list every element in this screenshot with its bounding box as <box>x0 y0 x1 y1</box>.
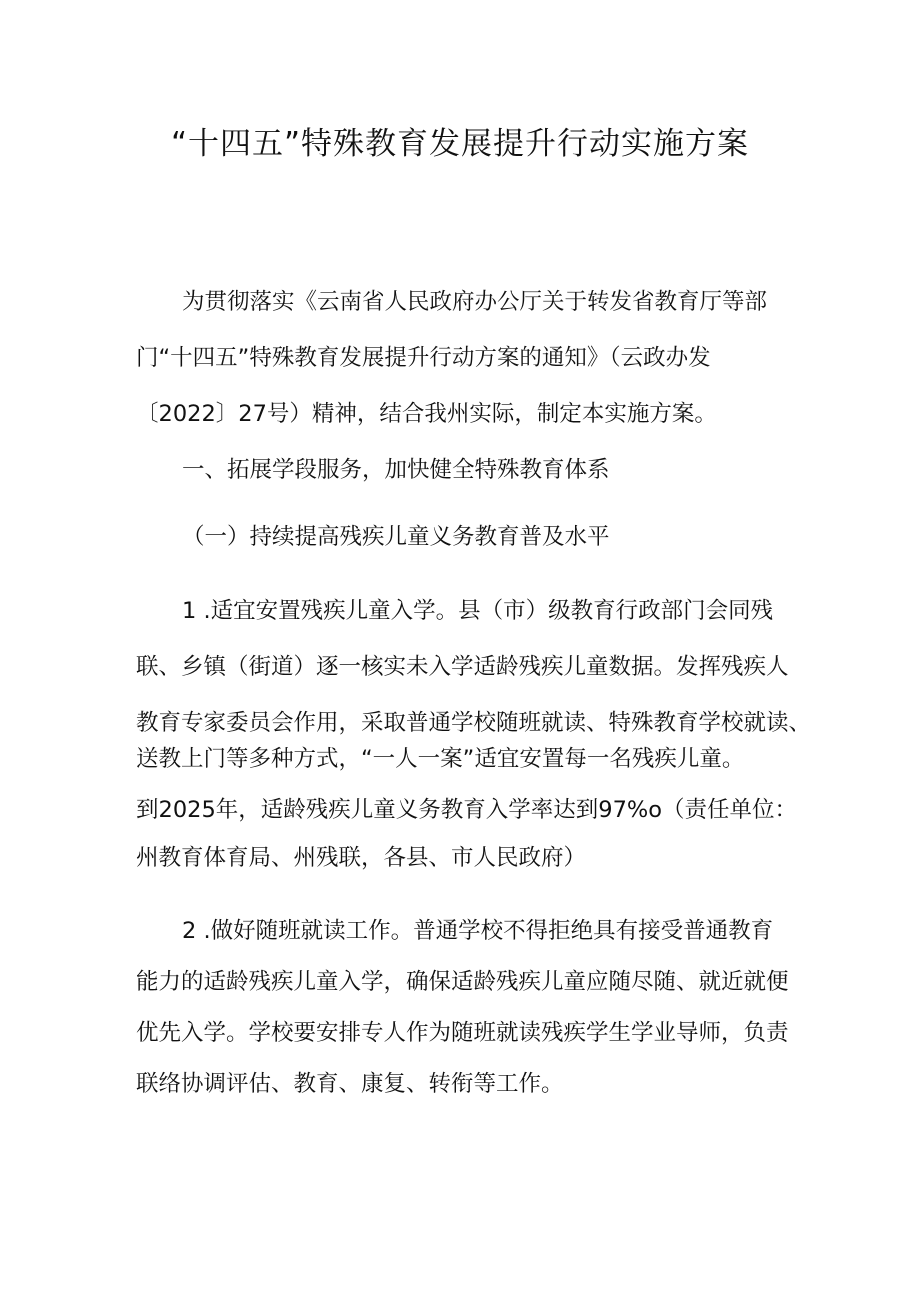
intro-line-1: 为贯彻落实《云南省人民政府办公厅关于转发省教育厅等部 <box>182 289 768 315</box>
item2-line-1: 2 .做好随班就读工作。普通学校不得拒绝具有接受普通教育 <box>182 918 774 944</box>
intro-line-3: 〔2022〕27号）精神，结合我州实际，制定本实施方案。 <box>136 401 717 427</box>
intro-line-2: 门“十四五”特殊教育发展提升行动方案的通知》（云政办发 <box>136 345 711 371</box>
item1-line-1: 1 .适宜安置残疾儿童入学。县（市）级教育行政部门会同残 <box>182 598 774 624</box>
item1-line-2: 联、乡镇（街道）逐一核实未入学适龄残疾儿童数据。发挥残疾人 <box>136 654 789 680</box>
item1-line-5: 到2025年，适龄残疾儿童义务教育入学率达到97%o（责任单位： <box>136 797 798 823</box>
item1-line-3: 教育专家委员会作用，采取普通学校随班就读、特殊教育学校就读、 <box>136 710 812 736</box>
section-heading: 一、拓展学段服务，加快健全特殊教育体系 <box>182 457 610 483</box>
item1-line-4: 送教上门等多种方式，“一人一案”适宜安置每一名残疾儿童。 <box>136 746 745 772</box>
item2-line-3: 优先入学。学校要安排专人作为随班就读残疾学生学业导师，负责 <box>136 1020 789 1046</box>
item2-line-2: 能力的适龄残疾儿童入学，确保适龄残疾儿童应随尽随、就近就便 <box>136 969 789 995</box>
subsection-heading: （一）持续提高残疾儿童义务教育普及水平 <box>182 524 610 550</box>
item1-line-6: 州教育体育局、州残联，各县、市人民政府） <box>136 845 587 871</box>
item2-line-4: 联络协调评估、教育、康复、转衔等工作。 <box>136 1071 564 1097</box>
document-title: “十四五”特殊教育发展提升行动实施方案 <box>170 126 750 162</box>
